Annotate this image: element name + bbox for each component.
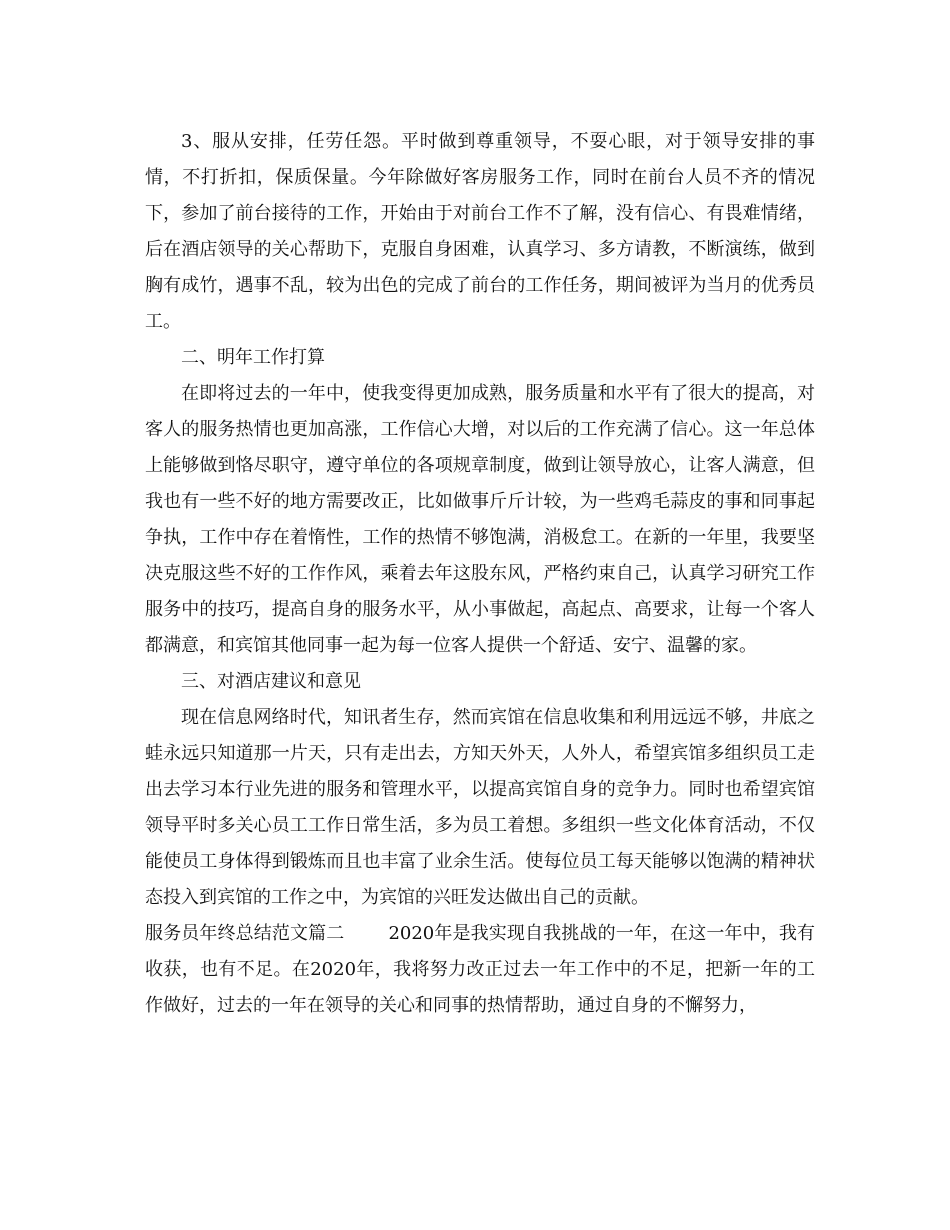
heading-next-year-plan: 二、明年工作打算: [181, 347, 325, 368]
section-two-text: 2020年是我实现自我挑战的一年，在这一年中，我有收获，也有不足。在2020年，我将努力改正过去一年工作中的不足，把新一年的工作做好，过去的一年在领导的关心和同事的热情帮助，通过自身的不懈努力，: [145, 923, 816, 1016]
section-two-title: 服务员年终总结范文篇二: [145, 923, 345, 944]
paragraph-next-year-plan: 在即将过去的一年中，使我变得更加成熟，服务质量和水平有了很大的提高，对客人的服务热情也更加高涨，工作信心大增，对以后的工作充满了信心。这一年总体上能够做到恪尽职守，遵守单位的各项规章制度，做到让领导放心，让客人满意，但我也有一些不好的地方需要改正，比如做事斤斤计较，为一些鸡毛蒜皮的事和同事起争执，工作中存在着惰性，工作的热情不够饱满，消极怠工。在新的一年里，我要坚决克服这些不好的工作作风，乘着去年这股东风，严格约束自己，认真学习研究工作服务中的技巧，提高自身的服务水平，从小事做起，高起点、高要求，让每一个客人都满意，和宾馆其他同事一起为每一位客人提供一个舒适、安宁、温馨的家。: [145, 383, 815, 656]
paragraph-obedience: 3、服从安排，任劳任怨。平时做到尊重领导，不耍心眼，对于领导安排的事情，不打折扣，保质保量。今年除做好客房服务工作，同时在前台人员不齐的情况下，参加了前台接待的工作，开始由于对前台工作不了解，没有信心、有畏难情绪，后在酒店领导的关心帮助下，克服自身困难，认真学习、多方请教，不断演练，做到胸有成竹，遇事不乱，较为出色的完成了前台的工作任务，期间被评为当月的优秀员工。: [145, 131, 815, 332]
document-body: [145, 124, 815, 1024]
heading-hotel-suggestions: 三、对酒店建议和意见: [181, 671, 361, 692]
paragraph-hotel-suggestions: 现在信息网络时代，知讯者生存，然而宾馆在信息收集和利用远远不够，井底之蛙永远只知道那一片天，只有走出去，方知天外天，人外人，希望宾馆多组织员工走出去学习本行业先进的服务和管理水平，以提高宾馆自身的竞争力。同时也希望宾馆领导平时多关心员工工作日常生活，多为员工着想。多组织一些文化体育活动，不仅能使员工身体得到锻炼而且也丰富了业余生活。使每位员工每天能够以饱满的精神状态投入到宾馆的工作之中，为宾馆的兴旺发达做出自己的贡献。: [145, 707, 815, 908]
paragraph-section-two: [145, 916, 815, 1024]
